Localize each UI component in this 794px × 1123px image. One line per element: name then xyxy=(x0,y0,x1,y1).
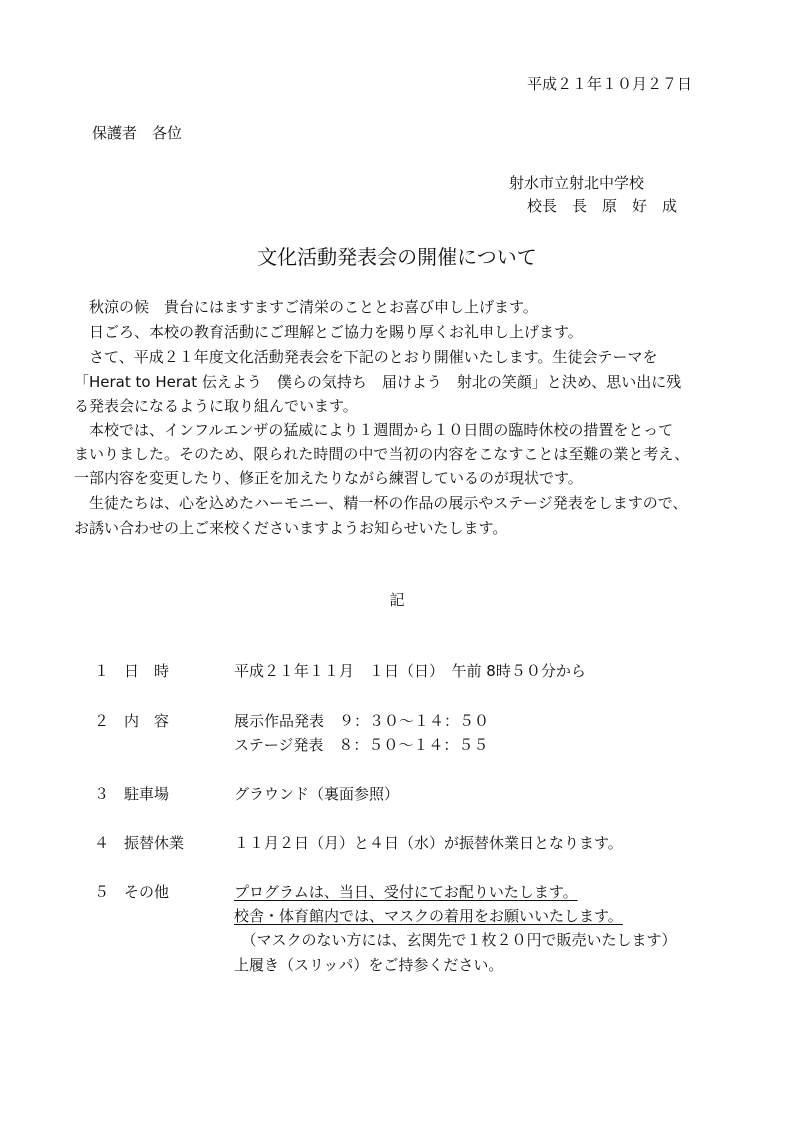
item-value: 展示作品発表 ９：３０～１４：５０ xyxy=(234,712,490,730)
item-number: ４ xyxy=(94,834,110,852)
item-value: １１月２日（月）と４日（水）が振替休業日となります。 xyxy=(234,834,623,852)
sender-school: 射水市立射北中学校 xyxy=(509,174,645,192)
item-number: １ xyxy=(94,662,110,680)
issue-date: 平成２１年１０月２７日 xyxy=(527,75,693,93)
sender-principal: 校長 長 原 好 成 xyxy=(527,197,678,215)
item-value: 平成２１年１１月 １日（日） 午前 8時５０分から xyxy=(234,662,586,680)
ki-heading: 記 xyxy=(389,591,405,609)
item-value-underlined: 校舎・体育館内では、マスクの着用をお願いいたします。 xyxy=(234,907,623,925)
body-line: さて、平成２１年度文化活動発表会を下記のとおり開催いたします。生徒会テーマを xyxy=(74,348,658,366)
body-line: 日ごろ、本校の教育活動にご理解とご協力を賜り厚くお礼申し上げます。 xyxy=(74,323,583,341)
body-line: お誘い合わせの上ご来校くださいますようお知らせいたします。 xyxy=(74,519,508,537)
recipient: 保護者 各位 xyxy=(92,124,183,142)
item-label-substitute-holiday: 振替休業 xyxy=(124,834,185,852)
item-value-underlined: プログラムは、当日、受付にてお配りいたします。 xyxy=(234,883,578,901)
body-line: 「Herat to Herat 伝えよう 僕らの気持ち 届けよう 射北の笑顔」と決め、思い出に残 xyxy=(74,373,682,391)
body-line: まいりました。そのため、限られた時間の中で当初の内容をこなすことは至難の業と考え、 xyxy=(74,445,690,463)
item-label-content: 内 容 xyxy=(124,712,170,730)
item-label-datetime: 日 時 xyxy=(124,662,170,680)
item-number: ５ xyxy=(94,883,110,901)
body-line: る発表会になるように取り組んでいます。 xyxy=(74,397,358,415)
body-line: 本校では、インフルエンザの猛威により１週間から１０日間の臨時休校の措置をとって xyxy=(74,421,674,439)
item-value: （マスクのない方には、玄関先で１枚２０円で販売いたします） xyxy=(234,931,677,949)
document-title: 文化活動発表会の開催について xyxy=(257,245,537,269)
item-label-other: その他 xyxy=(124,883,170,901)
item-label-parking: 駐車場 xyxy=(124,785,170,803)
body-line: 秋涼の候 貴台にはますますご清栄のこととお喜び申し上げます。 xyxy=(74,298,538,316)
item-number: ３ xyxy=(94,785,110,803)
body-line: 一部内容を変更したり、修正を加えたりながら練習しているのが現状です。 xyxy=(74,469,583,487)
item-value: ステージ発表 ８：５０～１４：５５ xyxy=(234,736,489,754)
item-number: ２ xyxy=(94,712,110,730)
item-value: グラウンド（裏面参照） xyxy=(234,785,400,803)
item-value: 上履き（スリッパ）をご持参ください。 xyxy=(234,956,504,974)
body-line: 生徒たちは、心を込めたハーモニー、精一杯の作品の展示やステージ発表をしますので、 xyxy=(74,494,688,512)
